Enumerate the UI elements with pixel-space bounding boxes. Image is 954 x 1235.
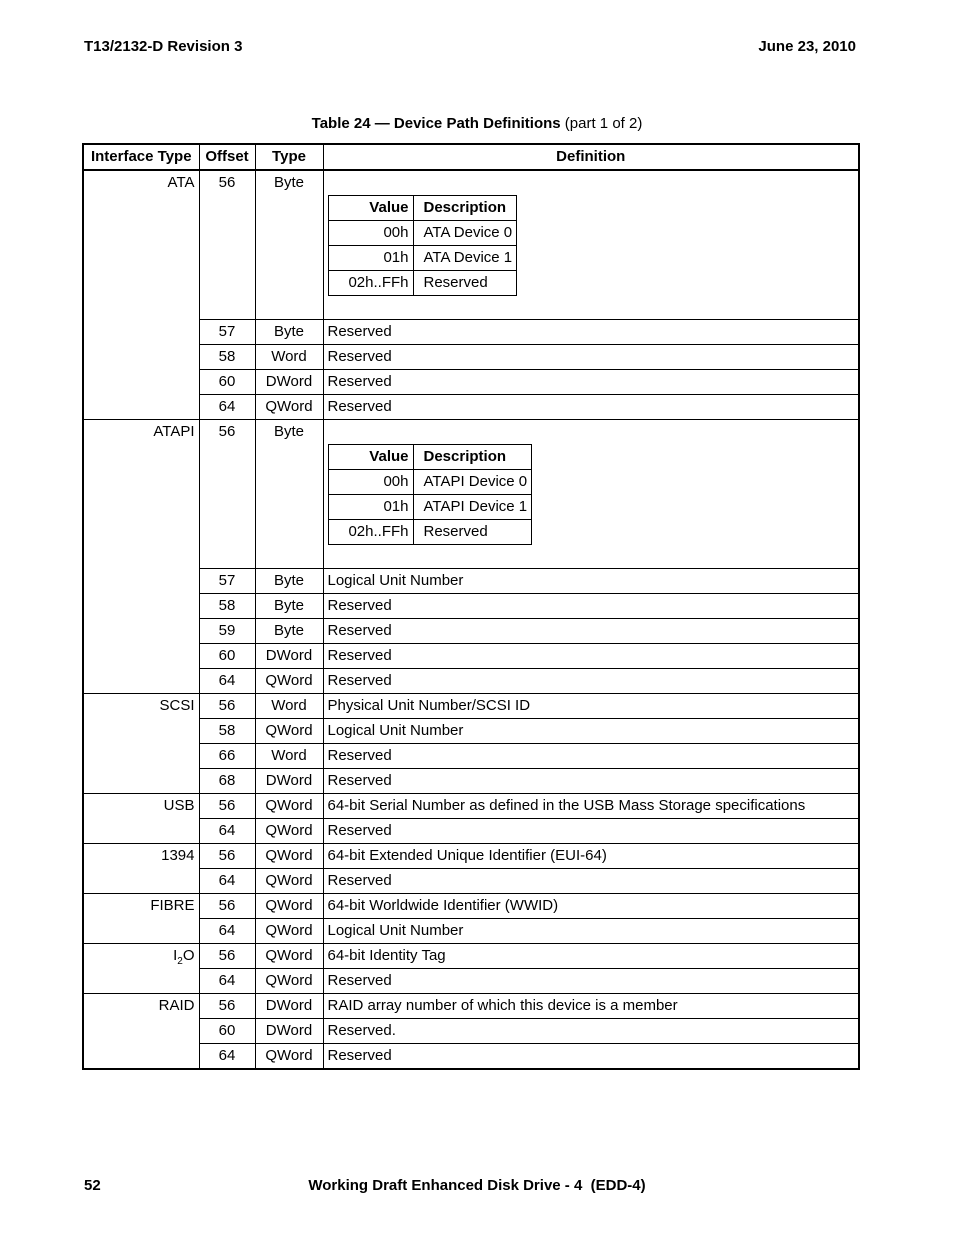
table-row bbox=[83, 395, 859, 420]
offset-cell: 64 bbox=[199, 669, 255, 694]
type-cell: Word bbox=[255, 744, 323, 769]
table-row bbox=[83, 694, 859, 719]
offset-cell: 56 bbox=[199, 794, 255, 819]
definition-cell: Reserved bbox=[323, 619, 859, 644]
table-row bbox=[83, 170, 859, 320]
table-row bbox=[83, 944, 859, 969]
value-description: Reserved bbox=[413, 271, 517, 296]
offset-cell: 56 bbox=[199, 994, 255, 1019]
table-row bbox=[83, 819, 859, 844]
table-row bbox=[83, 744, 859, 769]
col-header-interface-type: Interface Type bbox=[83, 144, 199, 170]
definition-cell: Reserved bbox=[323, 769, 859, 794]
definition-cell: Reserved bbox=[323, 969, 859, 994]
table-row bbox=[83, 794, 859, 819]
i2o-prefix: I bbox=[173, 947, 178, 964]
type-cell: DWord bbox=[255, 769, 323, 794]
definition-cell: Physical Unit Number/SCSI ID bbox=[323, 694, 859, 719]
definition-cell: Reserved bbox=[323, 669, 859, 694]
type-cell: QWord bbox=[255, 719, 323, 744]
type-cell: Byte bbox=[255, 420, 323, 569]
type-cell: Word bbox=[255, 694, 323, 719]
table-row bbox=[83, 919, 859, 944]
offset-cell: 60 bbox=[199, 644, 255, 669]
offset-cell: 64 bbox=[199, 969, 255, 994]
value-code: 02h..FFh bbox=[328, 271, 413, 296]
definition-cell: Reserved bbox=[323, 320, 859, 345]
definition-cell: Reserved bbox=[323, 1044, 859, 1070]
definition-cell: Reserved bbox=[323, 644, 859, 669]
offset-cell: 64 bbox=[199, 395, 255, 420]
type-cell: DWord bbox=[255, 1019, 323, 1044]
type-cell: Word bbox=[255, 345, 323, 370]
value-code: 00h bbox=[328, 221, 413, 246]
table-row bbox=[83, 994, 859, 1019]
col-header-definition: Definition bbox=[323, 144, 859, 170]
type-cell: QWord bbox=[255, 669, 323, 694]
table-row bbox=[83, 644, 859, 669]
running-header-date: June 23, 2010 bbox=[758, 38, 856, 55]
table-row bbox=[83, 669, 859, 694]
table-row bbox=[83, 420, 859, 569]
value-code: 01h bbox=[328, 246, 413, 271]
definition-cell: Reserved bbox=[323, 370, 859, 395]
offset-cell: 58 bbox=[199, 594, 255, 619]
offset-cell: 64 bbox=[199, 919, 255, 944]
definition-cell: 64-bit Serial Number as defined in the USB Mass Storage specifications bbox=[323, 794, 859, 819]
definition-cell: Logical Unit Number bbox=[323, 719, 859, 744]
value-code: 00h bbox=[328, 470, 413, 495]
type-cell: QWord bbox=[255, 819, 323, 844]
description-header: Description bbox=[413, 196, 517, 221]
type-cell: Byte bbox=[255, 594, 323, 619]
offset-cell: 56 bbox=[199, 844, 255, 869]
definition-cell bbox=[323, 170, 859, 320]
definition-cell: Reserved bbox=[323, 395, 859, 420]
definition-cell: Logical Unit Number bbox=[323, 569, 859, 594]
table-caption-part: (part 1 of 2) bbox=[564, 115, 643, 132]
type-cell: QWord bbox=[255, 395, 323, 420]
offset-cell: 68 bbox=[199, 769, 255, 794]
col-header-type: Type bbox=[255, 144, 323, 170]
table-row bbox=[83, 1019, 859, 1044]
table-caption bbox=[0, 115, 954, 132]
i2o-subscript: 2 bbox=[177, 956, 183, 967]
interface-usb: USB bbox=[83, 794, 199, 844]
value-description: Reserved bbox=[413, 520, 532, 545]
type-cell: DWord bbox=[255, 994, 323, 1019]
definition-cell: Reserved bbox=[323, 869, 859, 894]
i2o-suffix: O bbox=[182, 947, 195, 964]
offset-cell: 57 bbox=[199, 569, 255, 594]
offset-cell: 60 bbox=[199, 1019, 255, 1044]
page-number: 52 bbox=[84, 1177, 101, 1194]
definition-cell: Reserved. bbox=[323, 1019, 859, 1044]
type-cell: DWord bbox=[255, 644, 323, 669]
definition-cell: Reserved bbox=[323, 819, 859, 844]
type-cell: Byte bbox=[255, 320, 323, 345]
table-row bbox=[83, 969, 859, 994]
type-cell: Byte bbox=[255, 170, 323, 320]
offset-cell: 56 bbox=[199, 170, 255, 320]
offset-cell: 57 bbox=[199, 320, 255, 345]
definition-cell: 64-bit Identity Tag bbox=[323, 944, 859, 969]
table-row bbox=[83, 619, 859, 644]
interface-atapi: ATAPI bbox=[83, 420, 199, 694]
definition-cell: Reserved bbox=[323, 744, 859, 769]
value-description: ATAPI Device 0 bbox=[413, 470, 532, 495]
type-cell: DWord bbox=[255, 370, 323, 395]
interface-ata: ATA bbox=[83, 170, 199, 420]
offset-cell: 64 bbox=[199, 869, 255, 894]
offset-cell: 56 bbox=[199, 694, 255, 719]
table-row bbox=[83, 719, 859, 744]
offset-cell: 60 bbox=[199, 370, 255, 395]
offset-cell: 66 bbox=[199, 744, 255, 769]
definition-cell bbox=[323, 420, 859, 569]
value-header: Value bbox=[328, 196, 413, 221]
table-row bbox=[83, 345, 859, 370]
type-cell: QWord bbox=[255, 969, 323, 994]
footer-doc-title: Working Draft Enhanced Disk Drive - 4 (EDD-4) bbox=[308, 1177, 646, 1194]
offset-cell: 56 bbox=[199, 944, 255, 969]
interface-raid: RAID bbox=[83, 994, 199, 1070]
value-description: ATA Device 0 bbox=[413, 221, 517, 246]
table-row bbox=[83, 370, 859, 395]
table-row bbox=[83, 320, 859, 345]
definition-cell: RAID array number of which this device is a member bbox=[323, 994, 859, 1019]
value-description: ATA Device 1 bbox=[413, 246, 517, 271]
value-header: Value bbox=[328, 445, 413, 470]
table-row bbox=[83, 569, 859, 594]
offset-cell: 59 bbox=[199, 619, 255, 644]
offset-cell: 64 bbox=[199, 819, 255, 844]
type-cell: QWord bbox=[255, 844, 323, 869]
type-cell: QWord bbox=[255, 944, 323, 969]
definition-cell: 64-bit Extended Unique Identifier (EUI-64) bbox=[323, 844, 859, 869]
type-cell: QWord bbox=[255, 1044, 323, 1070]
table-row bbox=[83, 869, 859, 894]
table-caption-title: Table 24 — Device Path Definitions bbox=[311, 115, 561, 132]
type-cell: QWord bbox=[255, 919, 323, 944]
value-description-table bbox=[328, 444, 533, 545]
value-code: 01h bbox=[328, 495, 413, 520]
table-row bbox=[83, 594, 859, 619]
table-row bbox=[83, 844, 859, 869]
offset-cell: 56 bbox=[199, 420, 255, 569]
type-cell: QWord bbox=[255, 869, 323, 894]
type-cell: QWord bbox=[255, 894, 323, 919]
col-header-offset: Offset bbox=[199, 144, 255, 170]
table-header-row bbox=[83, 144, 859, 170]
interface-fibre: FIBRE bbox=[83, 894, 199, 944]
description-header: Description bbox=[413, 445, 532, 470]
table-row bbox=[83, 769, 859, 794]
value-description: ATAPI Device 1 bbox=[413, 495, 532, 520]
type-cell: Byte bbox=[255, 619, 323, 644]
definition-cell: Logical Unit Number bbox=[323, 919, 859, 944]
table-row bbox=[83, 894, 859, 919]
definition-cell: 64-bit Worldwide Identifier (WWID) bbox=[323, 894, 859, 919]
definition-cell: Reserved bbox=[323, 345, 859, 370]
interface-1394: 1394 bbox=[83, 844, 199, 894]
device-path-table bbox=[82, 143, 860, 1070]
interface-i2o bbox=[83, 944, 199, 994]
type-cell: Byte bbox=[255, 569, 323, 594]
table-row bbox=[83, 1044, 859, 1070]
offset-cell: 58 bbox=[199, 345, 255, 370]
interface-scsi: SCSI bbox=[83, 694, 199, 794]
offset-cell: 56 bbox=[199, 894, 255, 919]
running-header-doc-id: T13/2132-D Revision 3 bbox=[84, 38, 243, 55]
value-description-table bbox=[328, 195, 518, 296]
offset-cell: 58 bbox=[199, 719, 255, 744]
value-code: 02h..FFh bbox=[328, 520, 413, 545]
definition-cell: Reserved bbox=[323, 594, 859, 619]
type-cell: QWord bbox=[255, 794, 323, 819]
offset-cell: 64 bbox=[199, 1044, 255, 1070]
